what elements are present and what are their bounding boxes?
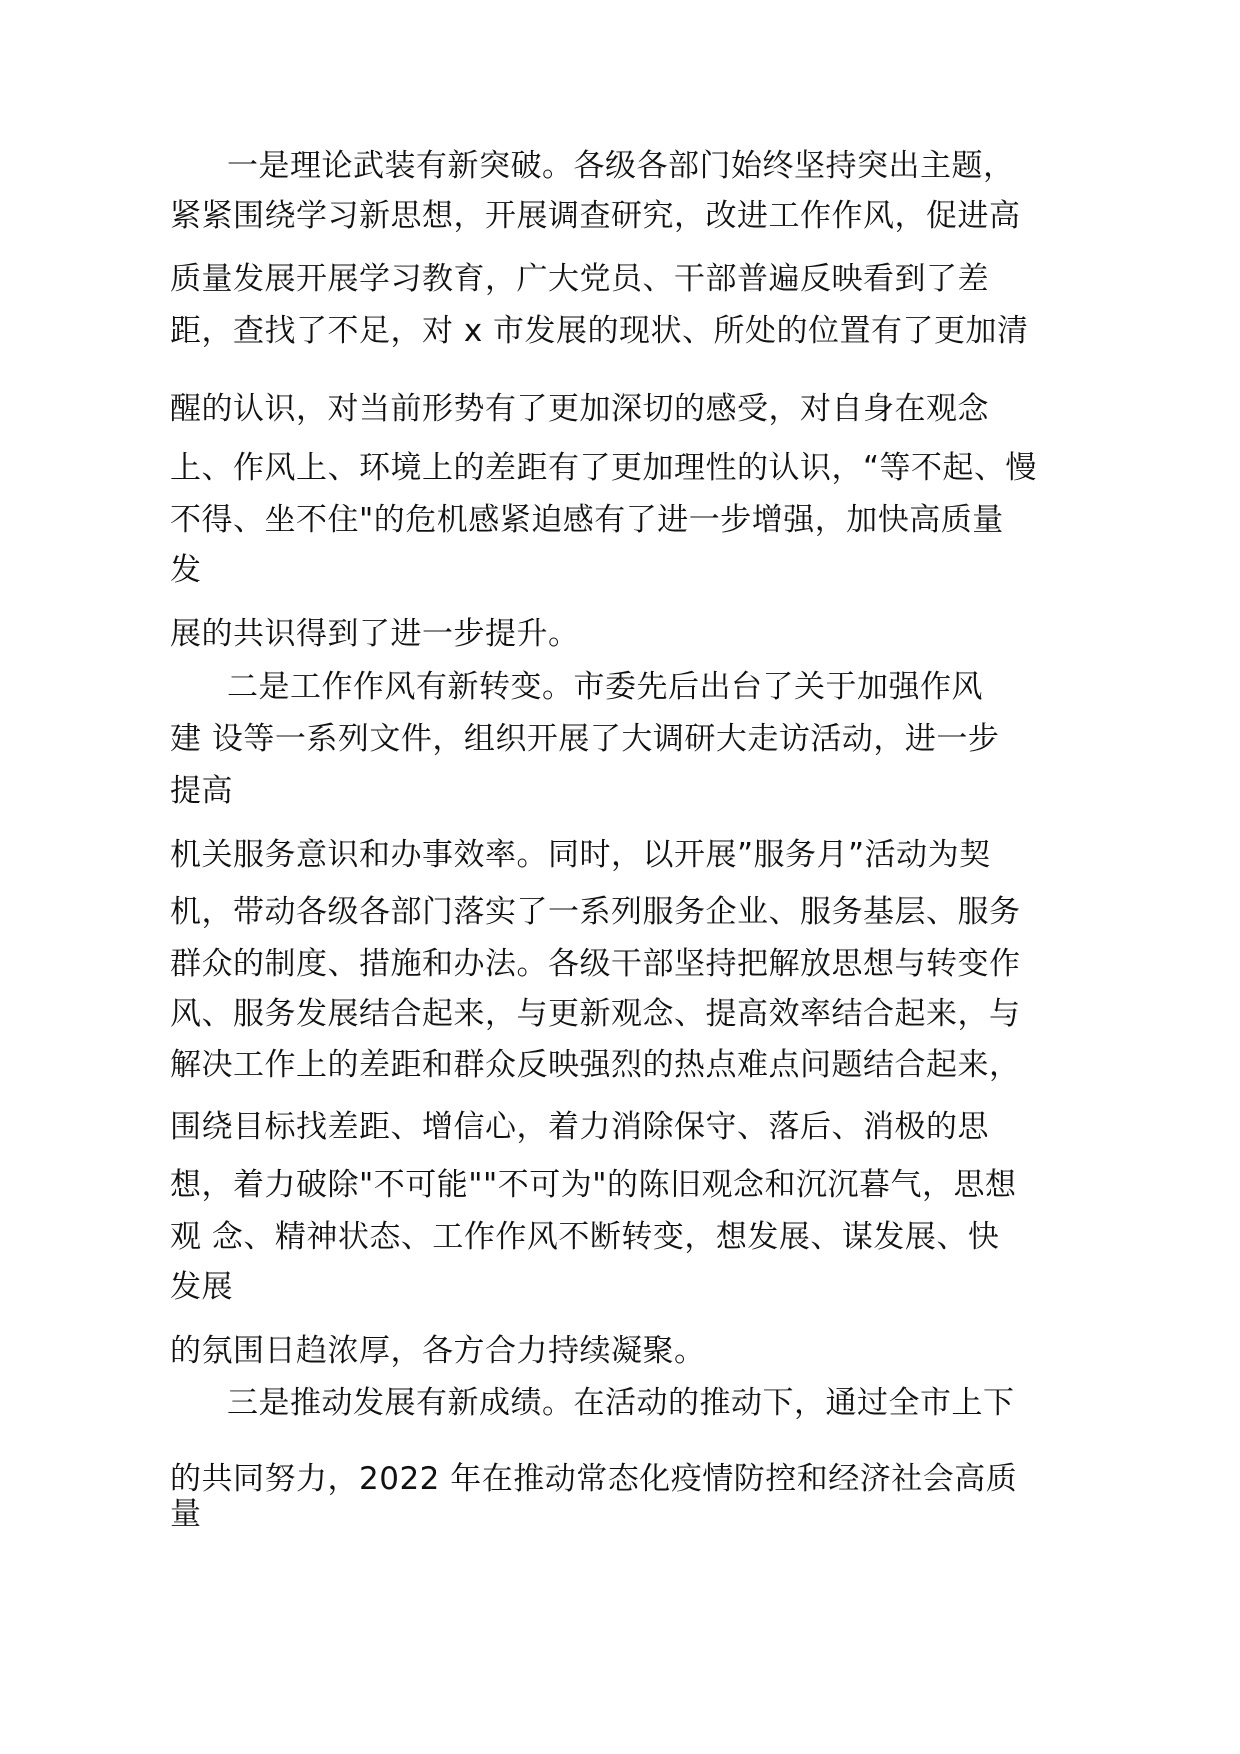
text-line: 二是工作作风有新转变。市委先后出台了关于加强作风 <box>227 669 983 705</box>
text-line: 提高 <box>170 773 233 809</box>
text-line: 量 <box>170 1496 202 1532</box>
text-line: 三是推动发展有新成绩。在活动的推动下，通过全市上下 <box>227 1385 1015 1421</box>
text-line: 机关服务意识和办事效率。同时，以开展”服务月”活动为契 <box>170 837 991 873</box>
text-line: 紧紧围绕学习新思想，开展调查研究，改进工作作风，促进高 <box>170 198 1021 234</box>
text-line: 上、作风上、环境上的差距有了更加理性的认识，“等不起、慢 <box>170 450 1038 486</box>
text-line: 机，带动各级各部门落实了一系列服务企业、服务基层、服务 <box>170 894 1021 930</box>
text-line: 的共同努力，2022 年在推动常态化疫情防控和经济社会高质 <box>170 1461 1018 1497</box>
text-line: 发展 <box>170 1269 233 1305</box>
text-line: 质量发展开展学习教育，广大党员、干部普遍反映看到了差 <box>170 261 989 297</box>
text-line: 的氛围日趋浓厚，各方合力持续凝聚。 <box>170 1333 706 1369</box>
text-line: 观 念、精神状态、工作作风不断转变，想发展、谋发展、快 <box>170 1219 1000 1255</box>
text-line: 建 设等一系列文件，组织开展了大调研大走访活动，进一步 <box>170 721 1000 757</box>
text-line: 围绕目标找差距、增信心，着力消除保守、落后、消极的思 <box>170 1109 989 1145</box>
text-line: 展的共识得到了进一步提升。 <box>170 616 580 652</box>
text-line: 解决工作上的差距和群众反映强烈的热点难点问题结合起来， <box>170 1047 1021 1083</box>
text-line: 一是理论武装有新突破。各级各部门始终坚持突出主题， <box>227 148 1015 184</box>
text-line: 发 <box>170 552 202 588</box>
text-line: 想，着力破除"不可能""不可为"的陈旧观念和沉沉暮气，思想 <box>170 1167 1017 1203</box>
text-line: 醒的认识，对当前形势有了更加深切的感受，对自身在观念 <box>170 391 989 427</box>
text-line: 群众的制度、措施和办法。各级干部坚持把解放思想与转变作 <box>170 946 1021 982</box>
text-line: 距，查找了不足，对 x 市发展的现状、所处的位置有了更加清 <box>170 313 1029 349</box>
text-line: 风、服务发展结合起来，与更新观念、提高效率结合起来，与 <box>170 996 1021 1032</box>
text-line: 不得、坐不住"的危机感紧迫感有了进一步增强，加快高质量 <box>170 502 1004 538</box>
